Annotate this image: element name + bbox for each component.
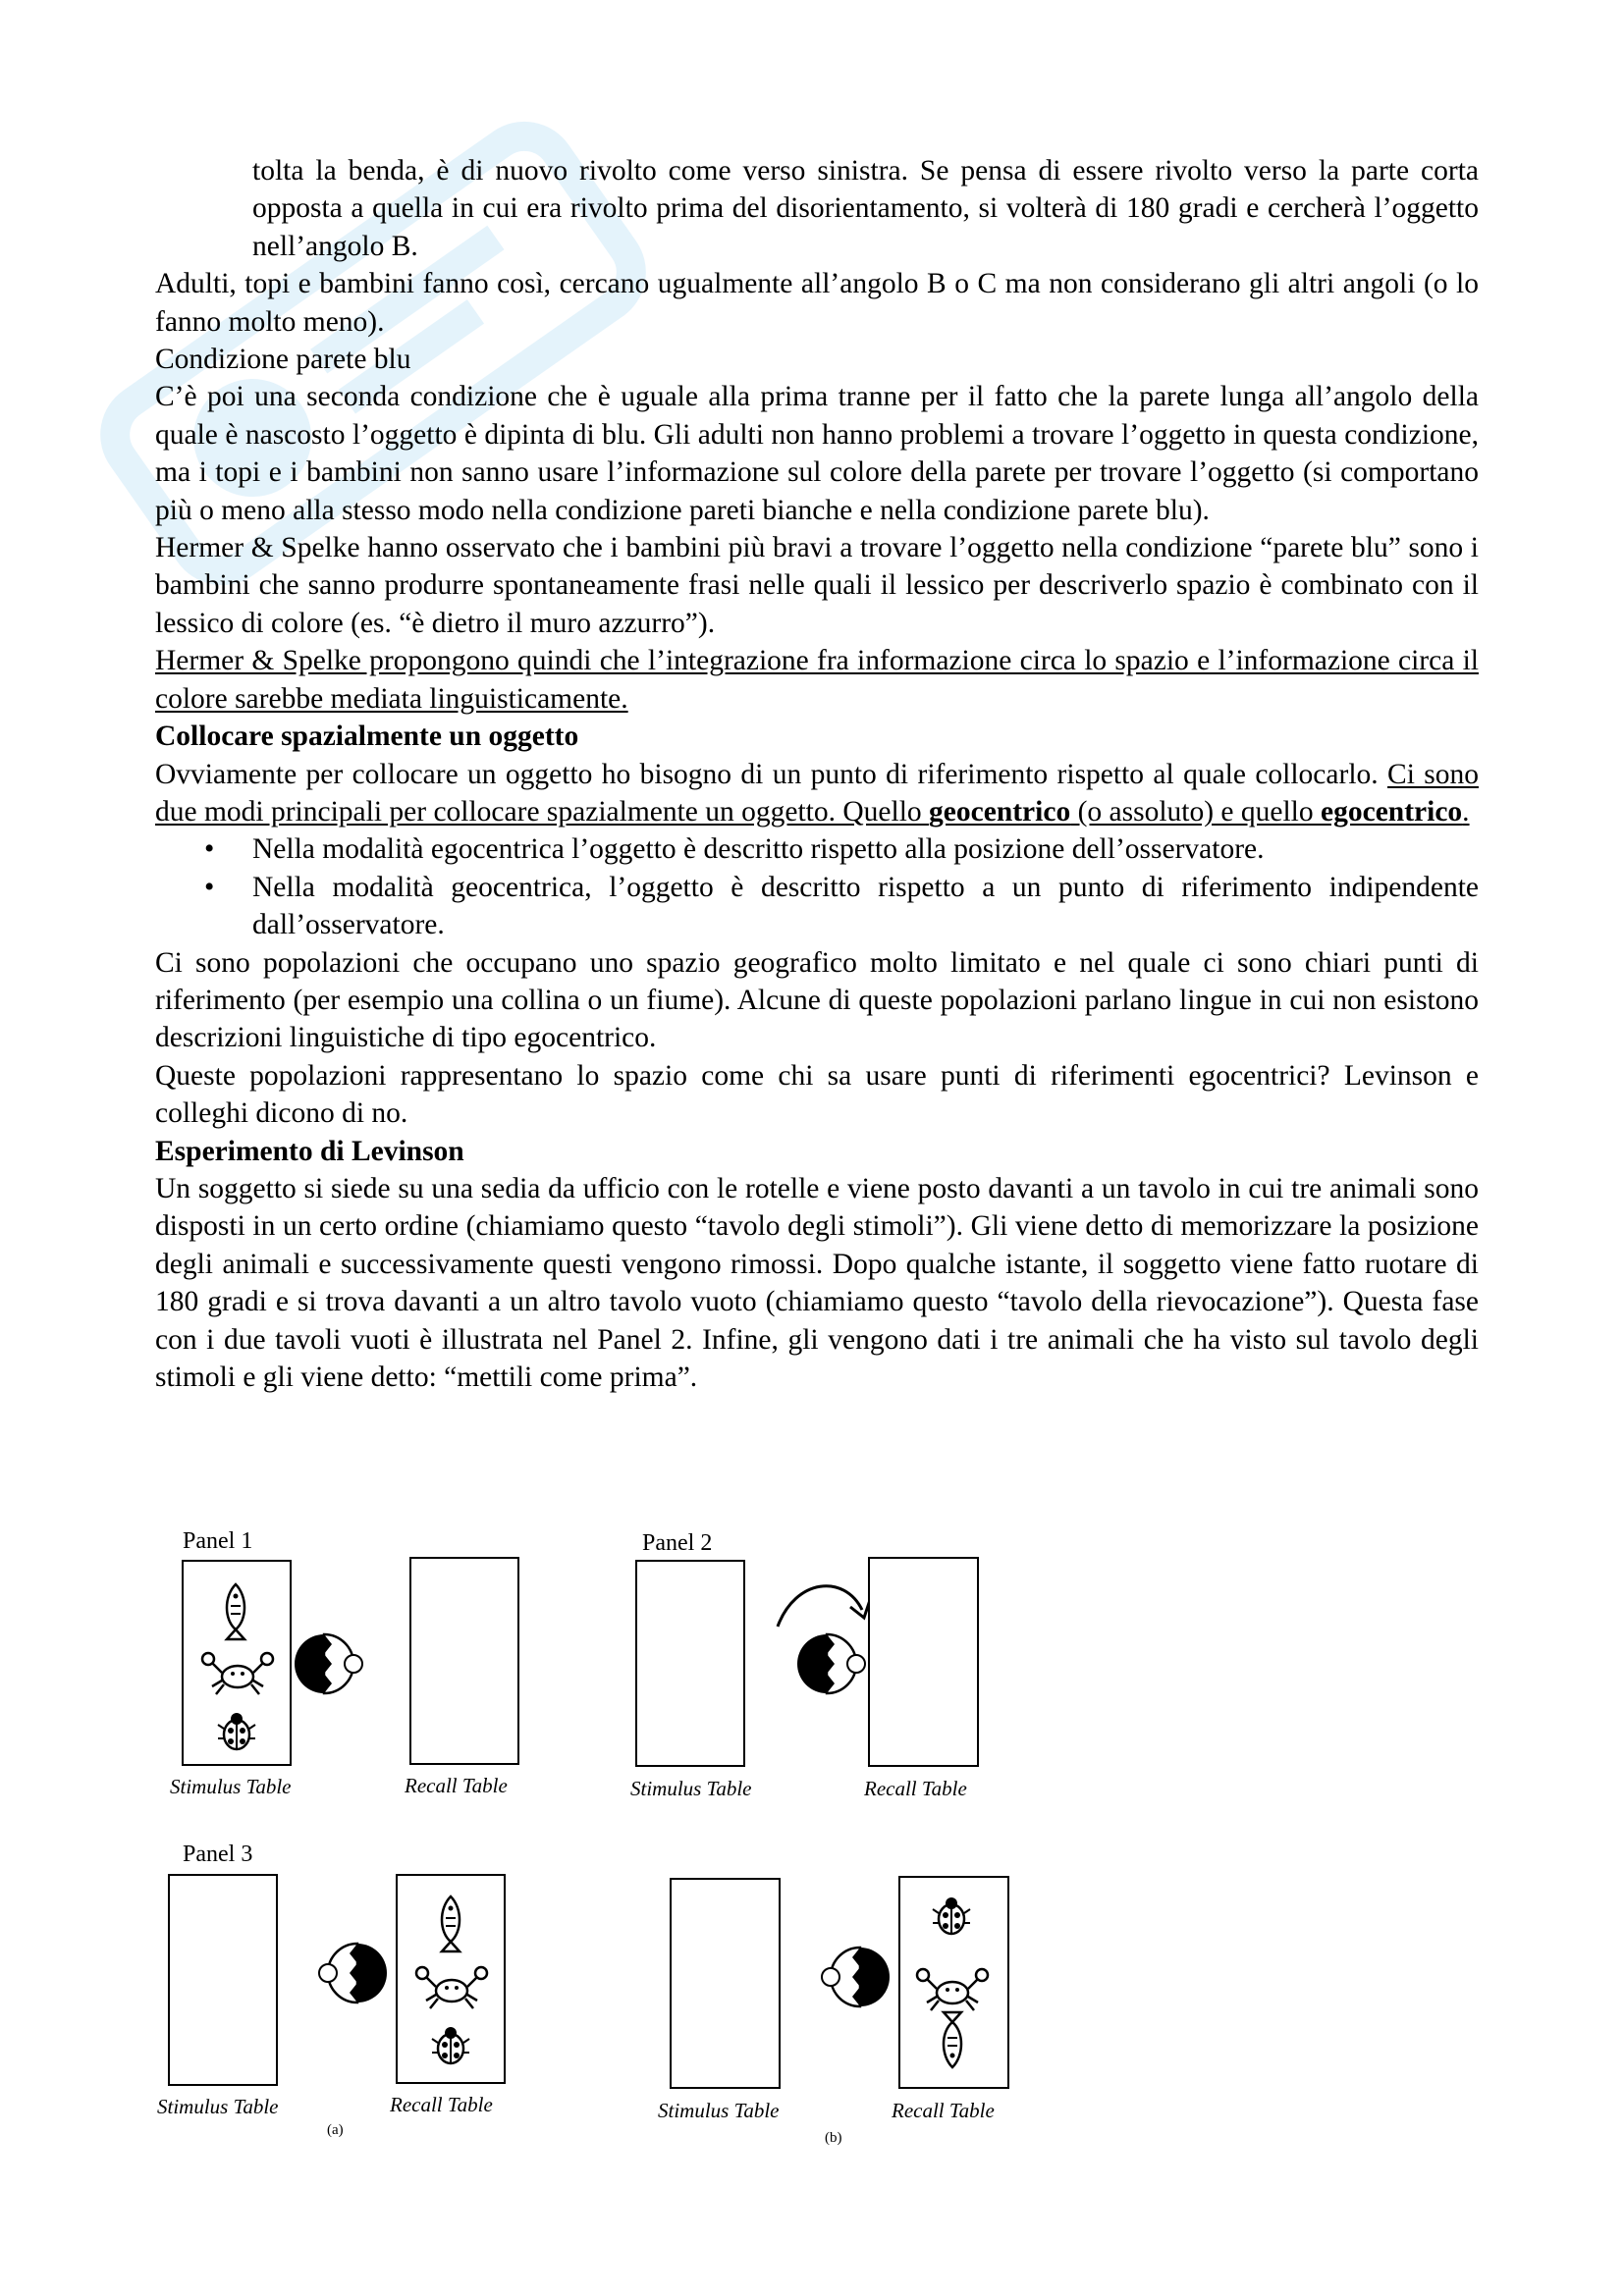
paragraph-seconda-condizione: C’è poi una seconda condizione che è uguale alla prima tranne per il fatto che la parete lunga all’angolo della quale è nascosto l’oggetto è dipinta di blu. Gli adulti non hanno problemi a trovare l’oggetto in questa condizione, ma i topi e i bambini non sanno usare l’informazione sul colore della parete per trovare l’oggetto (si comportano più o meno alla stesso modo nella condizione pareti bianche e nella condizione parete blu). bbox=[155, 381, 1479, 526]
bullet-geocentrica: • Nella modalità geocentrica, l’oggetto è descritto rispetto a un punto di riferimento indipendente dall’osservatore. bbox=[155, 869, 1479, 944]
panel1-recall-label: Recall Table bbox=[405, 1774, 508, 1797]
bullet-egocentrica: • Nella modalità egocentrica l’oggetto è descritto rispetto alla posizione dell’osservatore. bbox=[155, 830, 1479, 868]
subfigure-b-label: (b) bbox=[825, 2130, 842, 2146]
paragraph-levinson-question: Queste popolazioni rappresentano lo spazio come chi sa usare punti di riferimenti egocentrici? Levinson e colleghi dicono di no. bbox=[155, 1059, 1479, 1130]
paragraph-esperimento: Un soggetto si siede su una sedia da ufficio con le rotelle e viene posto davanti a un tavolo in cui tre animali sono disposti in un certo ordine (chiamiamo questo “tavolo degli stimoli”). Gli viene detto di memorizzare la posizione degli animali e successivamente questi vengono rimossi. Dopo qualche istante, il soggetto viene fatto ruotare di 180 gradi e si trova davanti a un altro tavolo vuoto (chiamiamo questo “tavolo della rievocazione”). Questa fase con i due tavoli vuoti è illustrata nel Panel 2. Infine, gli vengono dati i tre animali che ha visto sul tavolo degli stimoli e gli viene detto: “mettili come prima”. bbox=[155, 1172, 1479, 1393]
panel2-title: Panel 2 bbox=[642, 1530, 713, 1556]
panel3a-stimulus-table bbox=[169, 1875, 277, 2085]
term-geocentrico: geocentrico bbox=[929, 795, 1071, 828]
paragraph-continuation: tolta la benda, è di nuovo rivolto come verso sinistra. Se pensa di essere rivolto verso la parte corta opposta a quella in cui era rivolto prima del disorientamento, si volterà di 180 gradi e cercherà l’oggetto nell’angolo B. bbox=[252, 155, 1479, 262]
paragraph-popolazioni: Ci sono popolazioni che occupano uno spazio geografico molto limitato e nel quale ci sono chiari punti di riferimento (per esempio una collina o un fiume). Alcune di queste popolazioni parlano lingue in cui non esistono descrizioni linguistiche di tipo egocentrico. bbox=[155, 946, 1479, 1054]
panel1-stimulus-label: Stimulus Table bbox=[170, 1775, 292, 1798]
text-segment: Ovviamente per collocare un oggetto ho bisogno di un punto di riferimento rispetto al quale collocarlo. bbox=[155, 758, 1388, 790]
panel3b-stimulus-table bbox=[671, 1879, 780, 2088]
paragraph-hermer-spelke-conclusion: Hermer & Spelke propongono quindi che l’integrazione fra informazione circa lo spazio e l’informazione circa il colore sarebbe mediata linguisticamente. bbox=[155, 645, 1479, 715]
panel2-stimulus-table bbox=[636, 1561, 744, 1766]
subheading-parete-blu: Condizione parete blu bbox=[155, 344, 411, 376]
heading-esperimento: Esperimento di Levinson bbox=[155, 1135, 464, 1167]
panel2-stimulus-label: Stimulus Table bbox=[630, 1777, 752, 1800]
panel3a-recall-label: Recall Table bbox=[390, 2093, 493, 2116]
panel2-recall-table bbox=[869, 1558, 978, 1766]
paragraph-adulti: Adulti, topi e bambini fanno così, cercano ugualmente all’angolo B o C ma non considerano gli altri angoli (o lo fanno molto meno). bbox=[155, 268, 1479, 338]
term-egocentrico: egocentrico bbox=[1321, 795, 1463, 828]
subfigure-a-label: (a) bbox=[327, 2122, 344, 2138]
text-segment-underlined: . bbox=[1462, 795, 1470, 828]
text-segment-underlined: Ci sono due modi principali per collocare spazialmente un oggetto. Quello bbox=[155, 758, 1479, 828]
heading-collocare: Collocare spazialmente un oggetto bbox=[155, 721, 579, 753]
paragraph-hermer-spelke: Hermer & Spelke hanno osservato che i bambini più bravi a trovare l’oggetto nella condizione “parete blu” sono i bambini che sanno produrre spontaneamente frasi nelle quali il lessico per descriverlo spazio è combinato con il lessico di colore (es. “è dietro il muro azzurro”). bbox=[155, 532, 1479, 639]
text-segment-underlined: (o assoluto) e quello bbox=[1070, 795, 1322, 828]
panel3-title: Panel 3 bbox=[183, 1842, 253, 1867]
panel2-recall-label: Recall Table bbox=[864, 1777, 967, 1800]
panel1-recall-table bbox=[410, 1558, 518, 1764]
panel3a-stimulus-label: Stimulus Table bbox=[157, 2095, 279, 2118]
panel3b-stimulus-label: Stimulus Table bbox=[658, 2099, 780, 2122]
panel1-title: Panel 1 bbox=[183, 1528, 253, 1554]
panel3b-recall-label: Recall Table bbox=[892, 2099, 995, 2122]
